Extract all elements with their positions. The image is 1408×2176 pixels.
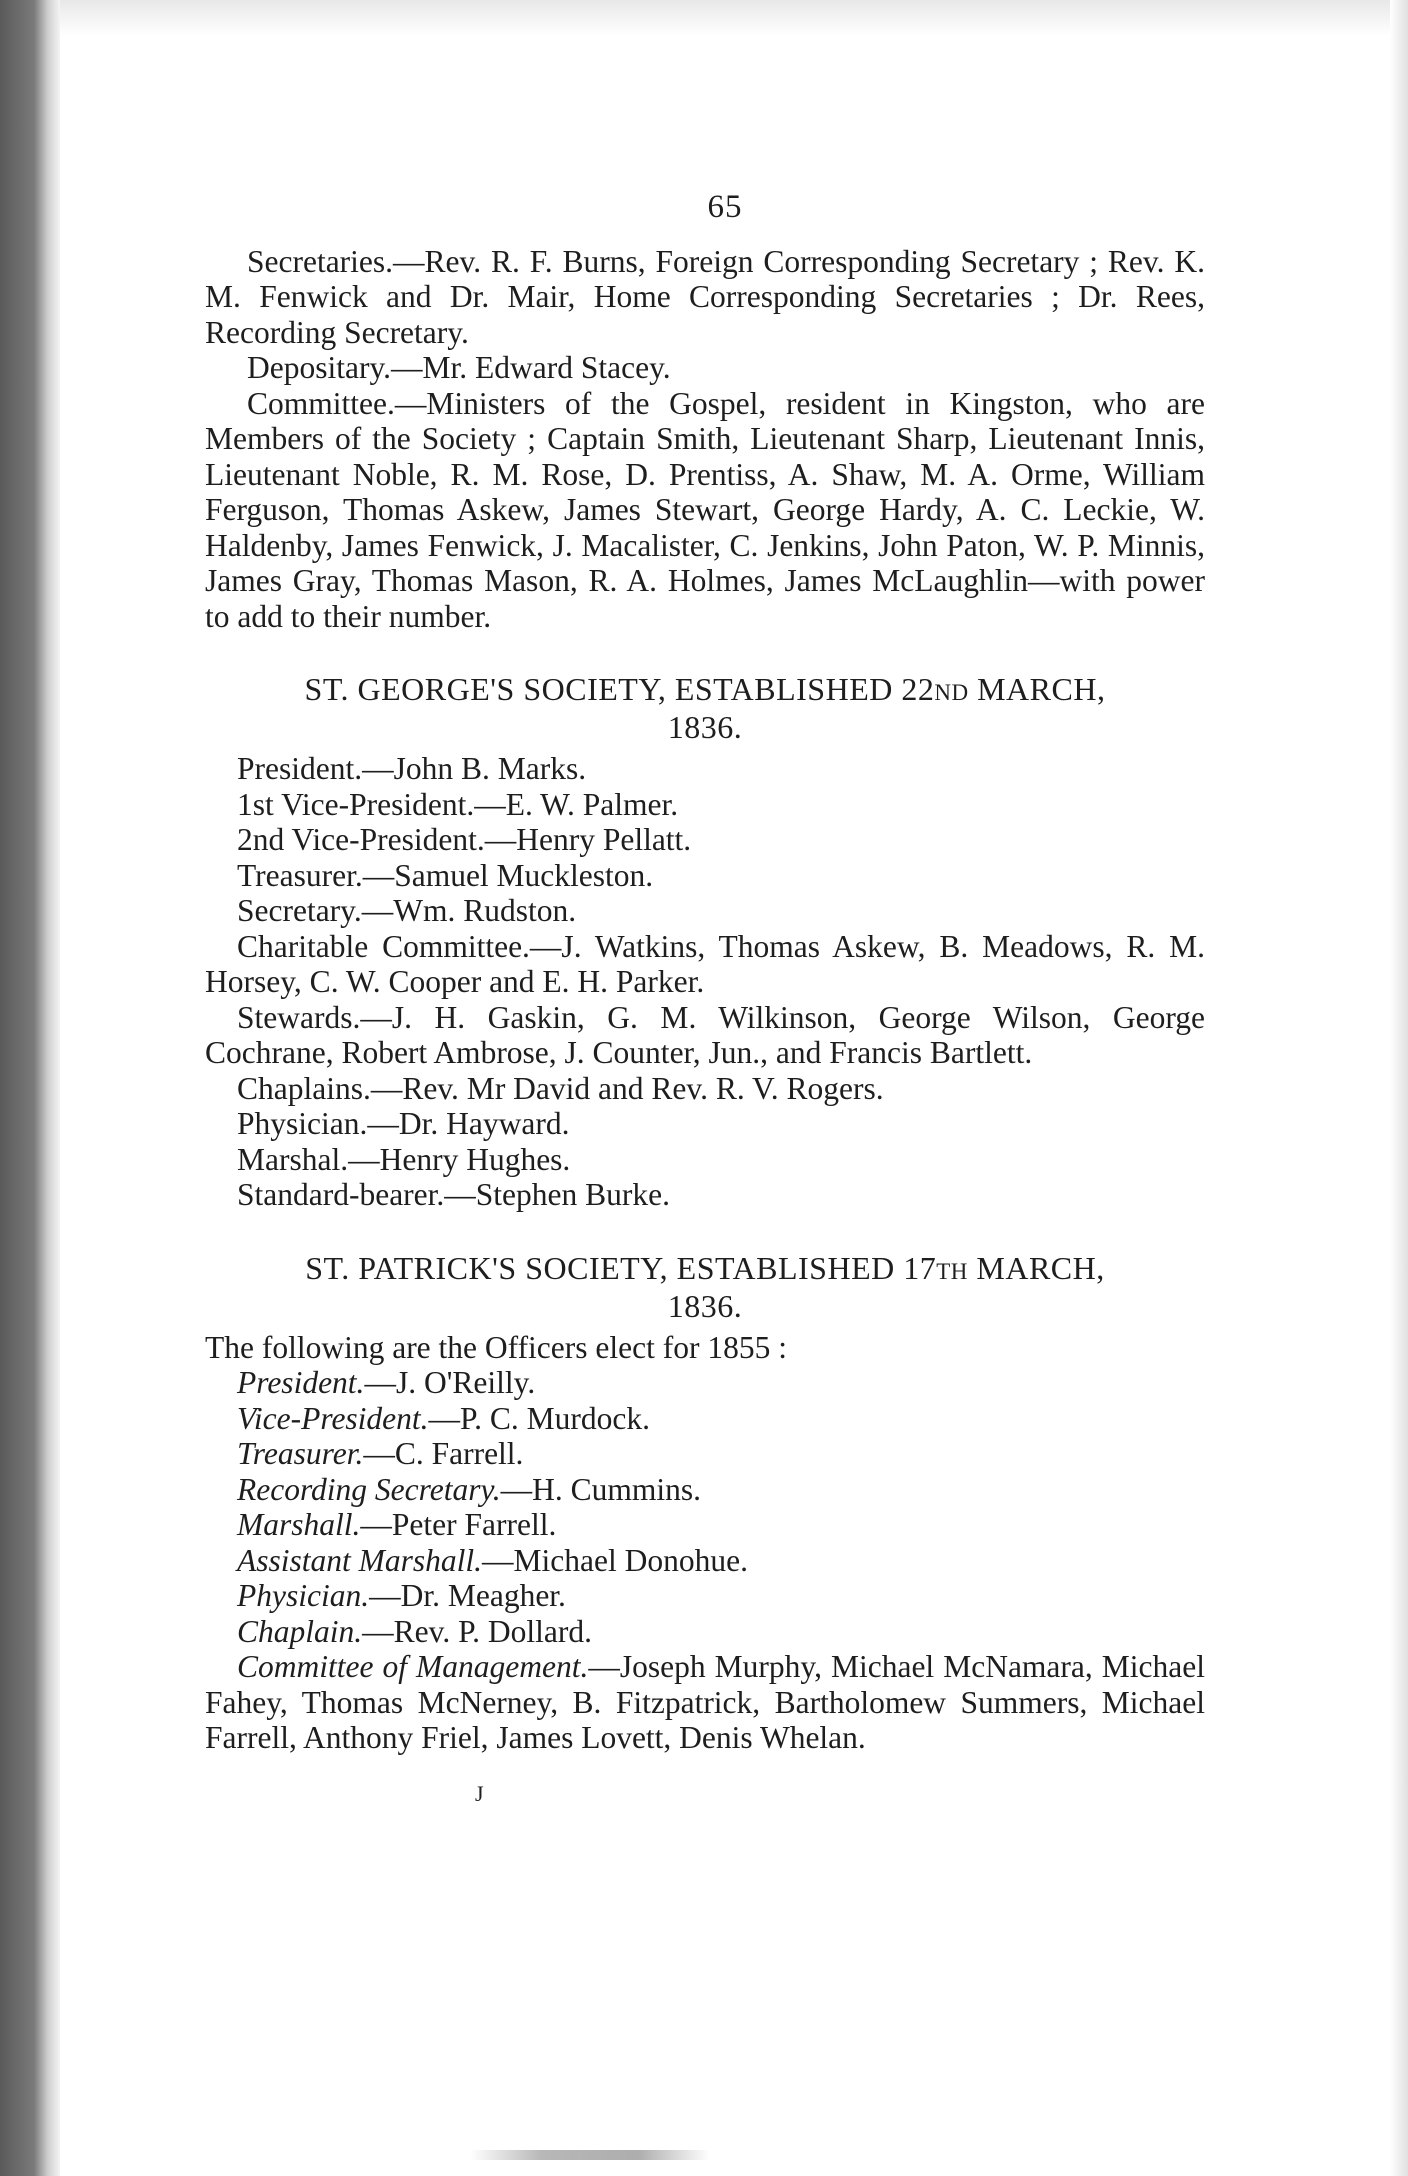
officer-title: Physician. bbox=[237, 1578, 370, 1613]
st-george-charitable-committee: Charitable Committee.—J. Watkins, Thomas Askew, B. Meadows, R. M. Horsey, C. W. Cooper and E. H. Parker. bbox=[205, 928, 1205, 999]
officer-title: President. bbox=[237, 1365, 365, 1400]
officer-title: Assistant Marshall. bbox=[237, 1542, 483, 1578]
st-george-heading bbox=[205, 672, 1205, 745]
signature-mark: J bbox=[475, 1780, 484, 1806]
st-patrick-physician bbox=[205, 1578, 1205, 1614]
officer-title: Recording Secretary. bbox=[237, 1471, 501, 1507]
st-patrick-chaplain bbox=[205, 1614, 1205, 1650]
st-george-secretary: Secretary.—Wm. Rudston. bbox=[237, 893, 577, 928]
book-binding-edge bbox=[0, 0, 60, 2176]
st-george-heading-main: ST. GEORGE'S SOCIETY, ESTABLISHED 22 bbox=[304, 671, 935, 707]
officer-names: —Rev. P. Dollard. bbox=[362, 1613, 592, 1649]
officer-title: Vice-President. bbox=[237, 1400, 429, 1436]
officer-title: Chaplain. bbox=[237, 1613, 363, 1649]
bible-committee: Committee.—Ministers of the Gospel, resident in Kingston, who are Members of the Society ; Captain Smith, Lieutenant Sharp, Lieutenant Innis, Lieutenant Noble, R. M. Rose, D. Prentiss, A. Shaw, M. A. Orme, William Ferguson, Thomas Askew, James Stewart, George Hardy, A. C. Leckie, W. Haldenby, James Fenwick, J. Macalister, C. Jenkins, John Paton, W. P. Minnis, James Gray, Thomas Mason, R. A. Holmes, James McLaughlin—with power to add to their number. bbox=[205, 385, 1205, 634]
st-george-treasurer: Treasurer.—Samuel Muckleston. bbox=[237, 857, 654, 893]
st-patrick-heading-month: MARCH, bbox=[967, 1249, 1105, 1286]
officer-names: —C. Farrell. bbox=[363, 1436, 524, 1471]
officer-names: —Dr. Meagher. bbox=[369, 1578, 566, 1613]
st-patrick-heading-year: 1836. bbox=[667, 1287, 743, 1324]
st-patrick-heading-ordinal: TH bbox=[936, 1258, 968, 1284]
st-george-president: President.—John B. Marks. bbox=[237, 751, 587, 786]
bottom-scan-mark bbox=[470, 2150, 710, 2160]
officer-names: —Michael Donohue. bbox=[482, 1542, 748, 1578]
st-george-second-vice-president: 2nd Vice-President.—Henry Pellatt. bbox=[237, 822, 692, 857]
st-patrick-committee-of-management bbox=[205, 1649, 1205, 1756]
st-patrick-heading-main: ST. PATRICK'S SOCIETY, ESTABLISHED 17 bbox=[305, 1249, 937, 1286]
st-george-first-vice-president: 1st Vice-President.—E. W. Palmer. bbox=[237, 786, 679, 822]
st-patrick-assistant-marshall bbox=[205, 1543, 1205, 1579]
bible-depositary: Depositary.—Mr. Edward Stacey. bbox=[247, 350, 671, 385]
document-page bbox=[205, 190, 1205, 1811]
st-patrick-recording-secretary bbox=[205, 1472, 1205, 1508]
st-george-standard-bearer: Standard-bearer.—Stephen Burke. bbox=[237, 1177, 670, 1212]
st-george-heading-month: MARCH, bbox=[968, 671, 1106, 707]
st-george-chaplains: Chaplains.—Rev. Mr David and Rev. R. V. Rogers. bbox=[237, 1070, 884, 1106]
page-right-edge bbox=[1390, 0, 1408, 2176]
st-george-marshal: Marshal.—Henry Hughes. bbox=[237, 1141, 571, 1177]
st-george-heading-year: 1836. bbox=[667, 709, 743, 745]
st-george-physician: Physician.—Dr. Hayward. bbox=[237, 1106, 570, 1141]
officer-title: Marshall. bbox=[237, 1507, 361, 1542]
st-patrick-marshall bbox=[205, 1507, 1205, 1543]
st-patrick-treasurer bbox=[205, 1436, 1205, 1472]
officer-names: —Joseph Murphy, Michael McNamara, Michael Fahey, Thomas McNerney, B. Fitzpatrick, Bartholomew Summers, Michael Farrell, Anthony Friel, James Lovett, Denis Whelan. bbox=[205, 1649, 1205, 1755]
officer-names: —J. O'Reilly. bbox=[364, 1365, 536, 1400]
st-patrick-intro: The following are the Officers elect for 1855 : bbox=[205, 1329, 787, 1365]
bible-secretaries: Secretaries.—Rev. R. F. Burns, Foreign Corresponding Secretary ; Rev. K. M. Fenwick and Dr. Mair, Home Corresponding Secretaries ; Dr. Rees, Recording Secretary. bbox=[205, 243, 1205, 350]
officer-names: —Peter Farrell. bbox=[360, 1507, 557, 1542]
page-top-shadow bbox=[60, 0, 1408, 36]
officer-names: —P. C. Murdock. bbox=[428, 1400, 650, 1436]
st-patrick-president bbox=[205, 1365, 1205, 1401]
st-patrick-vice-president bbox=[205, 1401, 1205, 1437]
officer-title: Treasurer. bbox=[237, 1436, 364, 1471]
st-george-heading-ordinal: ND bbox=[934, 680, 969, 705]
st-george-stewards: Stewards.—J. H. Gaskin, G. M. Wilkinson, George Wilson, George Cochrane, Robert Ambrose, J. Counter, Jun., and Francis Bartlett. bbox=[205, 999, 1205, 1070]
page-number: 65 bbox=[707, 189, 743, 225]
st-patrick-heading bbox=[205, 1251, 1205, 1324]
officer-names: —H. Cummins. bbox=[500, 1471, 701, 1507]
officer-title: Committee of Management. bbox=[237, 1649, 589, 1684]
